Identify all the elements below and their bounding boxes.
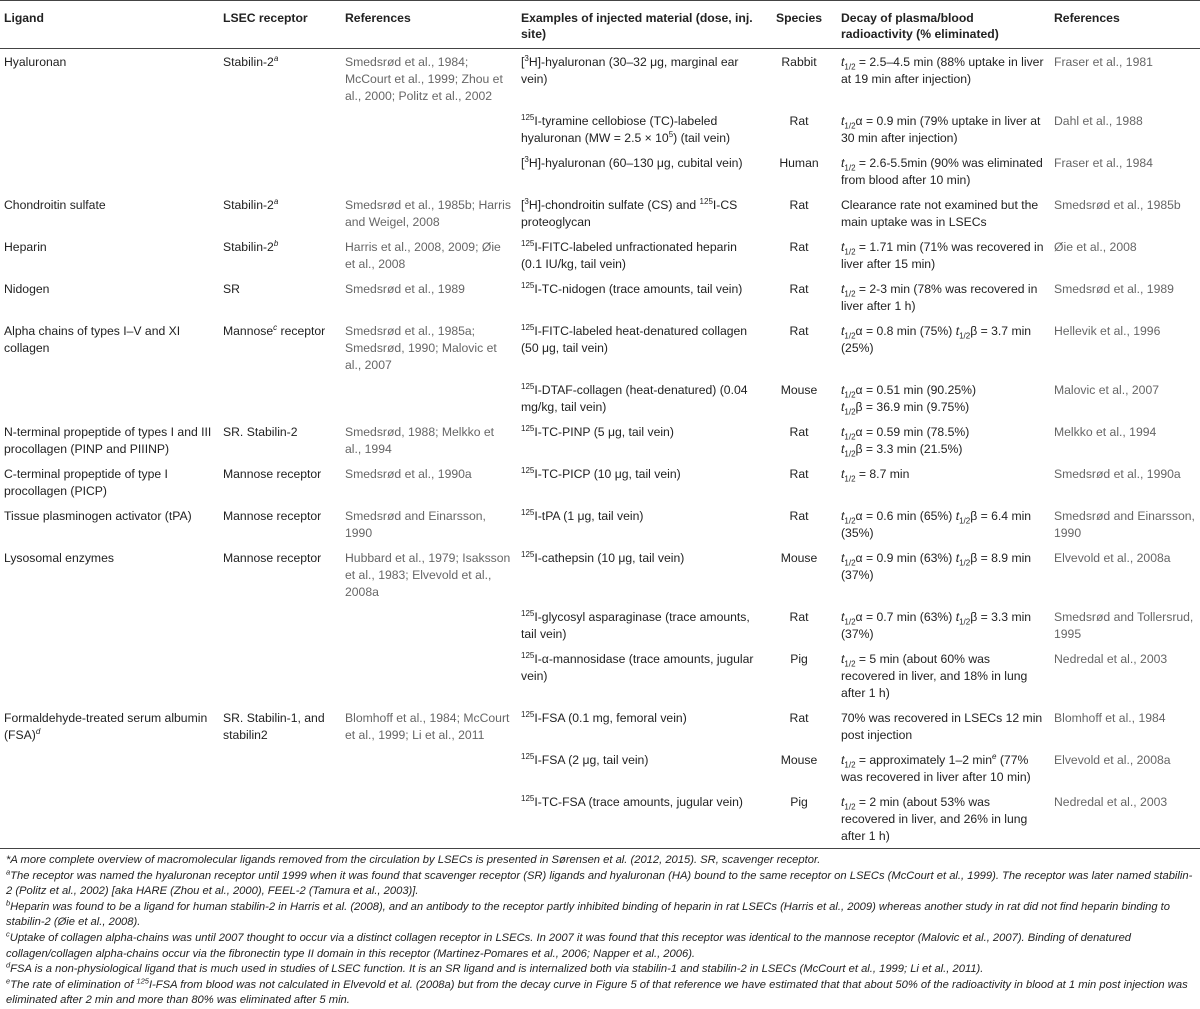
cell-references: Elvevold et al., 2008a — [1054, 551, 1171, 565]
cell-receptor: Mannose receptor — [223, 551, 322, 565]
cell-material: $^{125}$I-FITC-labeled unfractionated heparin (0.1 IU/kg, tail vein) — [521, 238, 737, 271]
table-row — [0, 604, 1200, 646]
table-row — [0, 192, 1200, 234]
cell-material: [$^3$H]-chondroitin sulfate (CS) and $^{125}$I-CS proteoglycan — [521, 196, 738, 229]
cell-ligand — [0, 604, 219, 646]
cell-decay: $t_{1/2}\alpha = 0.51$ min (90.25%) $t_{1/2}\beta = 36.9$ min (9.75%) — [841, 383, 977, 417]
cell-decay: $t_{1/2}\alpha = 0.9$ min (63%) $t_{1/2}\beta = 8.9$ min (37%) — [841, 551, 1032, 582]
cell-material: $^{125}$I-TC-nidogen (trace amounts, tail vein) — [521, 280, 743, 296]
col-decay: Decay of plasma/blood radioactivity (% eliminated) — [841, 11, 999, 41]
cell-ligand: Formaldehyde-treated serum albumin (FSA)$^d$ — [4, 711, 208, 742]
cell-references: Harris et al., 2008, 2009; Øie et al., 2008 — [345, 240, 501, 271]
table-row — [0, 377, 1200, 419]
cell-receptor: Stabilin-2$^b$ — [223, 238, 279, 254]
table-row — [0, 234, 1200, 276]
cell-receptor: Stabilin-2$^a$ — [223, 53, 279, 69]
table-row — [0, 545, 1200, 604]
cell-ligand: C-terminal propeptide of type I procollagen (PICP) — [4, 467, 168, 498]
cell-species: Rabbit — [781, 55, 817, 69]
col-receptor: LSEC receptor — [223, 11, 308, 25]
cell-material: $^{125}$I-TC-PICP (10 μg, tail vein) — [521, 465, 681, 481]
table-row — [0, 108, 1200, 150]
cell-species: Rat — [789, 711, 809, 725]
cell-ligand — [0, 747, 219, 789]
footnotes — [0, 849, 1200, 1009]
cell-receptor — [219, 789, 341, 849]
header-row — [0, 1, 1200, 49]
cell-receptor: SR. Stabilin-1, and stabilin2 — [223, 711, 325, 742]
table-row — [0, 747, 1200, 789]
cell-references: Øie et al., 2008 — [1054, 240, 1137, 254]
cell-references: Smedsrød and Einarsson, 1990 — [345, 509, 486, 540]
col-references-1: References — [345, 11, 411, 25]
cell-references: Blomhoff et al., 1984 — [1054, 711, 1166, 725]
cell-references: Blomhoff et al., 1984; McCourt et al., 1999; Li et al., 2011 — [345, 711, 510, 742]
cell-species: Rat — [789, 610, 809, 624]
cell-receptor: Mannose receptor — [223, 467, 322, 481]
cell-decay: $t_{1/2}\alpha = 0.7$ min (63%) $t_{1/2}\beta = 3.3$ min (37%) — [841, 610, 1032, 641]
cell-references: Hellevik et al., 1996 — [1054, 324, 1161, 338]
cell-references: Smedsrød et al., 1990a — [1054, 467, 1181, 481]
cell-species: Human — [779, 156, 819, 170]
cell-receptor — [219, 150, 341, 192]
cell-receptor: SR. Stabilin-2 — [223, 425, 298, 439]
cell-species: Mouse — [780, 383, 818, 397]
cell-references: Dahl et al., 1988 — [1054, 114, 1143, 128]
cell-ligand: Nidogen — [4, 282, 50, 296]
cell-receptor — [219, 646, 341, 705]
cell-species: Rat — [789, 324, 809, 338]
cell-species: Mouse — [780, 551, 818, 565]
table-row — [0, 646, 1200, 705]
cell-material: $^{125}$I-FSA (0.1 mg, femoral vein) — [521, 709, 687, 725]
cell-species: Rat — [789, 240, 809, 254]
cell-species: Rat — [789, 282, 809, 296]
cell-references: Hubbard et al., 1979; Isaksson et al., 1983; Elvevold et al., 2008a — [345, 551, 511, 599]
cell-ligand — [0, 789, 219, 849]
cell-references — [341, 377, 517, 419]
cell-species: Rat — [789, 509, 809, 523]
cell-decay: Clearance rate not examined but the main uptake was in LSECs — [841, 198, 1039, 229]
cell-material: [$^3$H]-hyaluronan (60–130 μg, cubital vein) — [521, 154, 743, 170]
cell-ligand: N-terminal propeptide of types I and III procollagen (PINP and PIIINP) — [4, 425, 212, 456]
cell-decay: $t_{1/2} = 2.6-5.5\min$ (90% was eliminated from blood after 10 min) — [841, 156, 1043, 187]
cell-references — [341, 150, 517, 192]
cell-decay: $t_{1/2}\alpha = 0.9$ min (79% uptake in liver at 30 min after injection) — [841, 114, 1041, 145]
footnote-e: $^e$The rate of elimination of $^{125}$I-FSA from blood was not calculated in Elvevold et al. (2008a) but from the decay curve in Figure 5 of that reference we have estimated that that about 50% of the radioactivity in blood at 1 min post injection was eliminated after 2 min and more than 80% was eliminated after 5 min. — [6, 976, 1188, 1007]
cell-references: Smedsrød et al., 1985b; Harris and Weigel, 2008 — [345, 198, 511, 229]
cell-species: Rat — [789, 425, 809, 439]
cell-references: Smedsrød, 1988; Melkko et al., 1994 — [345, 425, 495, 456]
cell-references: Smedsrød and Tollersrud, 1995 — [1054, 610, 1194, 641]
cell-ligand: Chondroitin sulfate — [4, 198, 106, 212]
cell-species: Rat — [789, 114, 809, 128]
cell-decay: $t_{1/2} = 2$ min (about 53% was recovered in liver, and 26% in lung after 1 h) — [841, 795, 1028, 843]
cell-material: [$^3$H]-hyaluronan (30–32 μg, marginal ear vein) — [521, 53, 739, 86]
cell-material: $^{125}$I-DTAF-collagen (heat-denatured) (0.04 mg/kg, tail vein) — [521, 381, 748, 414]
cell-references: Fraser et al., 1981 — [1054, 55, 1153, 69]
cell-ligand — [0, 377, 219, 419]
table-row — [0, 49, 1200, 109]
cell-decay: $t_{1/2}\alpha = 0.59$ min (78.5%) $t_{1/2}\beta = 3.3$ min (21.5%) — [841, 425, 970, 459]
cell-material: $^{125}$I-tyramine cellobiose (TC)-labeled hyaluronan $(MW = 2.5 \times 10^5)$ (tail vein) — [521, 112, 731, 145]
cell-species: Rat — [789, 467, 809, 481]
table-row — [0, 503, 1200, 545]
col-ligand: Ligand — [4, 11, 44, 25]
table-row — [0, 419, 1200, 461]
cell-material: $^{125}$I-TC-PINP (5 μg, tail vein) — [521, 423, 674, 439]
table-row — [0, 276, 1200, 318]
cell-references: Smedsrød et al., 1985b — [1054, 198, 1181, 212]
footnote-star: *A more complete overview of macromolecular ligands removed from the circulation by LSECs is presented in Sørensen et al. (2012, 2015). SR, scavenger receptor. — [6, 854, 821, 866]
cell-references: Smedsrød et al., 1990a — [345, 467, 472, 481]
cell-references: Fraser et al., 1984 — [1054, 156, 1153, 170]
cell-ligand — [0, 646, 219, 705]
cell-decay: $t_{1/2}\alpha = 0.8$ min (75%) $t_{1/2}\beta = 3.7$ min (25%) — [841, 324, 1032, 355]
cell-references: Nedredal et al., 2003 — [1054, 795, 1168, 809]
cell-ligand: Lysosomal enzymes — [4, 551, 114, 565]
table-row — [0, 150, 1200, 192]
cell-references — [341, 604, 517, 646]
cell-receptor: Mannose receptor — [223, 509, 322, 523]
col-species: Species — [775, 11, 823, 25]
cell-references: Melkko et al., 1994 — [1054, 425, 1157, 439]
cell-decay: 70% was recovered in LSECs 12 min post injection — [841, 711, 1043, 742]
cell-decay: $t_{1/2} = 1.71$ min (71% was recovered in liver after 15 min) — [841, 240, 1044, 271]
cell-references — [341, 789, 517, 849]
cell-receptor — [219, 108, 341, 150]
cell-references — [341, 646, 517, 705]
cell-decay: $t_{1/2}\alpha = 0.6$ min (65%) $t_{1/2}\beta = 6.4$ min (35%) — [841, 509, 1032, 540]
table-row — [0, 705, 1200, 747]
cell-references: Malovic et al., 2007 — [1054, 383, 1160, 397]
cell-receptor: SR — [223, 282, 240, 296]
cell-decay: $t_{1/2} = 5$ min (about 60% was recovered in liver, and 18% in lung after 1 h) — [841, 652, 1028, 700]
cell-species: Pig — [790, 795, 808, 809]
cell-material: $^{125}$I-cathepsin (10 μg, tail vein) — [521, 549, 685, 565]
footnote-a: $^a$The receptor was named the hyaluronan receptor until 1999 when it was found that scavenger receptor (SR) ligands and hyaluronan (HA) bound to the same receptor on LSECs (McCourt et al., 1999). The receptor was later named stabilin-2 (Politz et al., 2002) [aka HARE (Zhou et al., 2000), FEEL-2 (Tamura et al., 2003)]. — [6, 866, 1193, 898]
cell-ligand — [0, 108, 219, 150]
cell-ligand: Hyaluronan — [4, 55, 67, 69]
footnote-d: $^d$FSA is a non-physiological ligand that is much used in studies of LSEC function. It is an SR ligand and is internalized both via stabilin-1 and stabilin-2 in LSECs (McCourt et al., 1999; Li et al., 2011). — [6, 960, 984, 976]
cell-material: $^{125}$I-FSA (2 μg, tail vein) — [521, 751, 649, 767]
cell-references — [341, 108, 517, 150]
cell-ligand: Alpha chains of types I–V and XI collagen — [4, 324, 181, 355]
cell-decay: $t_{1/2} = 2-3$ min (78% was recovered in liver after 1 h) — [841, 282, 1038, 313]
cell-decay: $t_{1/2} = 2.5-4.5$ min (88% uptake in liver at 19 min after injection) — [841, 55, 1044, 86]
cell-references — [341, 747, 517, 789]
cell-material: $^{125}$I-α-mannosidase (trace amounts, jugular vein) — [521, 650, 754, 683]
table-row — [0, 461, 1200, 503]
cell-receptor — [219, 377, 341, 419]
col-references-2: References — [1054, 11, 1120, 25]
cell-species: Rat — [789, 198, 809, 212]
col-material: Examples of injected material (dose, inj. site) — [521, 11, 753, 41]
cell-material: $^{125}$I-TC-FSA (trace amounts, jugular vein) — [521, 793, 743, 809]
table-row — [0, 789, 1200, 849]
cell-receptor: Stabilin-2$^a$ — [223, 196, 279, 212]
cell-ligand: Heparin — [4, 240, 47, 254]
cell-references: Nedredal et al., 2003 — [1054, 652, 1168, 666]
cell-references: Smedsrød et al., 1989 — [1054, 282, 1174, 296]
table-row — [0, 318, 1200, 377]
cell-references: Smedsrød et al., 1989 — [345, 282, 465, 296]
cell-references: Smedsrød and Einarsson, 1990 — [1054, 509, 1195, 540]
cell-material: $^{125}$I-tPA (1 μg, tail vein) — [521, 507, 644, 523]
cell-material: $^{125}$I-FITC-labeled heat-denatured collagen (50 μg, tail vein) — [521, 322, 748, 355]
cell-references: Smedsrød et al., 1984; McCourt et al., 1999; Zhou et al., 2000; Politz et al., 2002 — [345, 55, 503, 103]
cell-ligand: Tissue plasminogen activator (tPA) — [4, 509, 192, 523]
cell-species: Pig — [790, 652, 808, 666]
cell-material: $^{125}$I-glycosyl asparaginase (trace amounts, tail vein) — [521, 608, 750, 641]
cell-receptor — [219, 747, 341, 789]
cell-receptor — [219, 604, 341, 646]
footnote-c: $^c$Uptake of collagen alpha-chains was until 2007 thought to occur via a distinct collagen receptor in LSECs. In 2007 it was found that this receptor was identical to the mannose receptor (Malovic et al., 2007). Binding of denatured collagen/collagen alpha-chains occur via the fibronectin type II domain in this receptor (Martinez-Pomares et al., 2006; Napper et al., 2006). — [6, 929, 1132, 960]
cell-ligand — [0, 150, 219, 192]
footnote-b: $^b$Heparin was found to be a ligand for human stabilin-2 in Harris et al. (2008), and an antibody to the receptor partly inhibited binding of heparin in rat LSECs (Harris et al., 2009) whereas another study in rat did not find heparin binding to stabilin-2 (Øie et al., 2008). — [6, 898, 1171, 929]
cell-receptor: Mannose$^c$ receptor — [223, 322, 326, 338]
cell-decay: $t_{1/2}$ = approximately 1–2 $\min^e (77\%$ was recovered in liver after 10 min) — [841, 751, 1031, 784]
table-body — [0, 49, 1200, 849]
cell-references: Smedsrød et al., 1985a; Smedsrød, 1990; Malovic et al., 2007 — [345, 324, 497, 372]
cell-species: Mouse — [780, 753, 818, 767]
cell-references: Elvevold et al., 2008a — [1054, 753, 1171, 767]
cell-decay: $t_{1/2} = 8.7$ min — [841, 467, 910, 484]
